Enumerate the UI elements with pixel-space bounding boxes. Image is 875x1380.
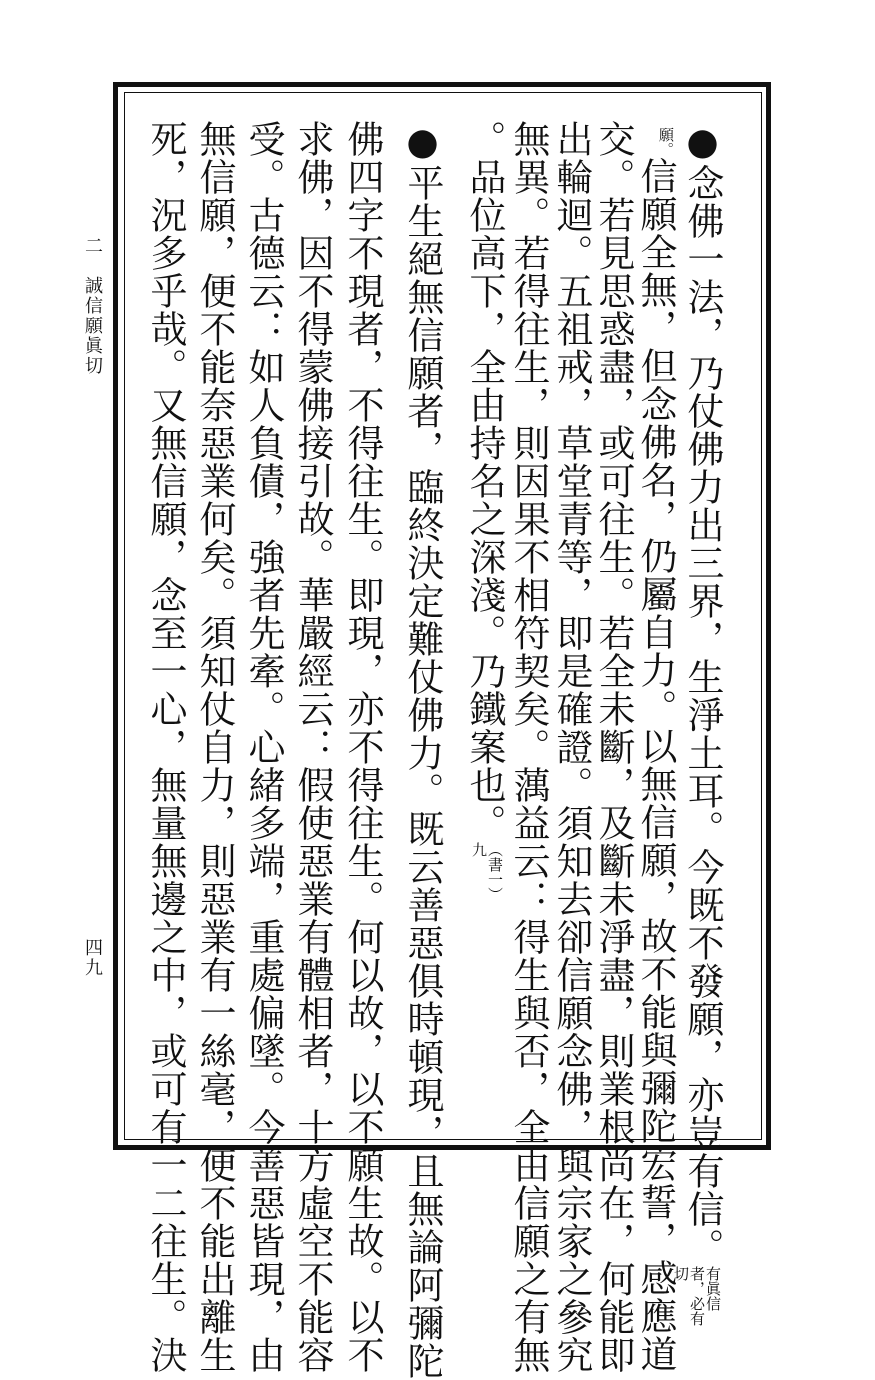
text-column-5 xyxy=(507,120,550,1374)
inline-annotation: 願。 xyxy=(657,127,675,157)
column-text: 信願全無，但念佛名，仍屬自力。以無信願，故不能與彌陀宏誓，感應道 xyxy=(634,157,677,1373)
inline-annotation: 有眞信者，必有切 xyxy=(672,1266,722,1326)
column-text: 求佛，因不得蒙佛接引故。華嚴經云：假使惡業有體相者，十方虛空不能容 xyxy=(291,120,334,1374)
text-column-1 xyxy=(672,120,724,1328)
text-column-4 xyxy=(550,120,593,1374)
column-text: 無異。若得往生，則因果不相符契矣。蕅益云：得生與否，全由信願之有無 xyxy=(507,120,550,1374)
volume-label: 二 xyxy=(82,236,103,256)
text-column-10 xyxy=(242,120,285,1374)
column-text: 出輪迴。五祖戒，草堂青等，即是確證。須知去卻信願念佛，與宗家之參究 xyxy=(550,120,593,1374)
column-text: 受。古德云：如人負債，強者先牽。心緒多端，重處偏墜。今善惡皆現，由 xyxy=(242,120,285,1374)
text-column-9 xyxy=(291,120,334,1374)
column-text: 無信願，便不能奈惡業何矣。須知仗自力，則惡業有一絲毫，便不能出離生 xyxy=(193,120,236,1374)
column-text: 。品位高下，全由持名之深淺。乃鐵案也。 xyxy=(463,120,506,842)
text-column-6 xyxy=(463,120,506,904)
inline-annotation: （書一）九 xyxy=(470,842,504,902)
column-text: 交。若見思惑盡，或可往生。若全未斷，及斷未淨盡，則業根尚在，何能即 xyxy=(592,120,635,1374)
column-text: ●念佛一法，乃仗佛力出三界，生淨土耳。今既不發願，亦豈有信。 xyxy=(681,120,724,1266)
text-column-7 xyxy=(401,120,444,1380)
column-text: ●平生絕無信願者，臨終決定難仗佛力。既云善惡俱時頓現，且無論阿彌陀 xyxy=(401,120,444,1380)
text-column-3 xyxy=(592,120,635,1374)
text-column-8 xyxy=(341,120,384,1374)
text-column-2 xyxy=(634,127,677,1373)
text-column-11 xyxy=(193,120,236,1374)
section-title: 誠信願眞切 xyxy=(82,276,103,376)
column-text: 死，況多乎哉。又無信願，念至一心，無量無邊之中，或可有一二往生。決 xyxy=(144,120,187,1374)
page-number: 四九 xyxy=(82,938,103,978)
text-column-12 xyxy=(144,120,187,1374)
column-text: 佛四字不現者，不得往生。即現，亦不得往生。何以故，以不願生故。以不 xyxy=(341,120,384,1374)
